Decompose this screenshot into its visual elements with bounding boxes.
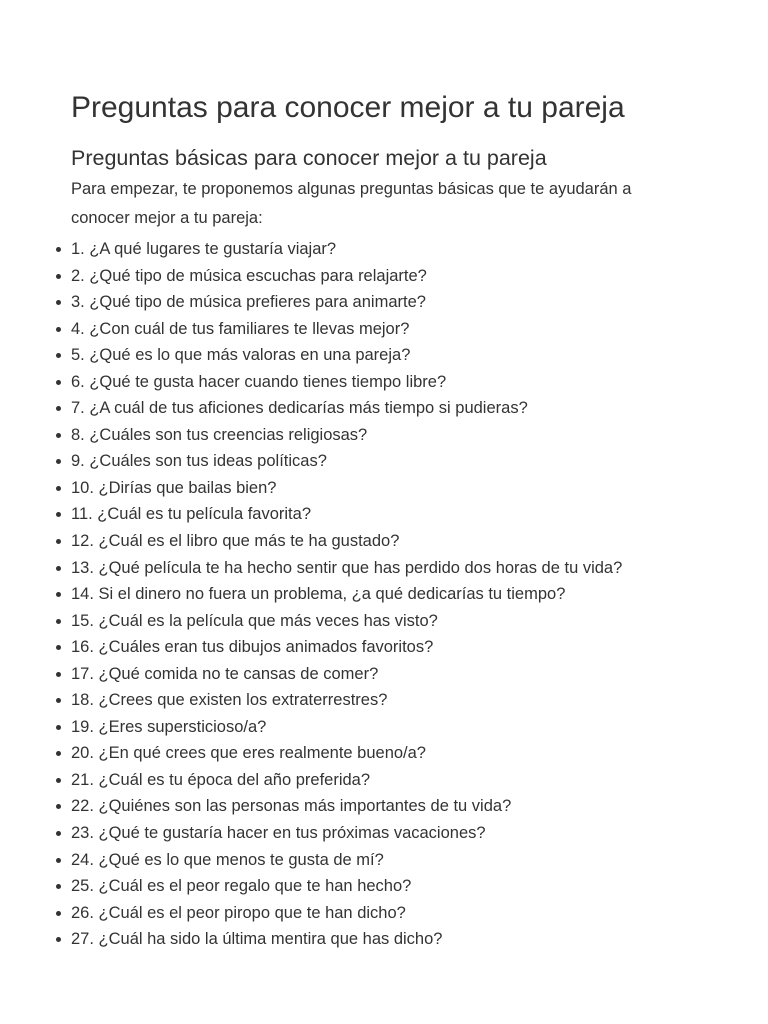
question-text: 23. ¿Qué te gustaría hacer en tus próximas vacaciones? <box>71 824 486 843</box>
question-text: 27. ¿Cuál ha sido la última mentira que has dicho? <box>71 930 443 949</box>
question-item <box>71 581 731 608</box>
question-item <box>71 236 731 263</box>
bullet-icon <box>56 327 61 332</box>
question-item <box>71 342 731 369</box>
bullet-icon <box>56 274 61 279</box>
section-heading: Preguntas básicas para conocer mejor a tu pareja <box>71 146 547 170</box>
bullet-icon <box>56 486 61 491</box>
question-item <box>71 926 731 953</box>
question-text: 11. ¿Cuál es tu película favorita? <box>71 505 311 524</box>
question-item <box>71 289 731 316</box>
question-item <box>71 661 731 688</box>
intro-paragraph: Para empezar, te proponemos algunas preguntas básicas que te ayudarán a conocer mejor a tu pareja: <box>71 180 632 227</box>
question-text: 15. ¿Cuál es la película que más veces has visto? <box>71 611 438 630</box>
question-text: 7. ¿A cuál de tus aficiones dedicarías más tiempo si pudieras? <box>71 399 528 418</box>
bullet-icon <box>56 566 61 571</box>
question-text: 18. ¿Crees que existen los extraterrestres? <box>71 691 388 710</box>
bullet-icon <box>56 619 61 624</box>
question-item <box>71 528 731 555</box>
question-item <box>71 555 731 582</box>
question-text: 20. ¿En qué crees que eres realmente bueno/a? <box>71 744 426 763</box>
question-text: 19. ¿Eres supersticioso/a? <box>71 717 267 736</box>
bullet-icon <box>56 937 61 942</box>
question-item <box>71 740 731 767</box>
question-item <box>71 767 731 794</box>
question-item <box>71 475 731 502</box>
bullet-icon <box>56 831 61 836</box>
question-item <box>71 501 731 528</box>
question-item <box>71 793 731 820</box>
question-text: 16. ¿Cuáles eran tus dibujos animados favoritos? <box>71 638 434 657</box>
bullet-icon <box>56 698 61 703</box>
question-text: 13. ¿Qué película te ha hecho sentir que has perdido dos horas de tu vida? <box>71 558 623 577</box>
question-text: 21. ¿Cuál es tu época del año preferida? <box>71 770 371 789</box>
question-item <box>71 316 731 343</box>
question-text: 17. ¿Qué comida no te cansas de comer? <box>71 664 379 683</box>
bullet-icon <box>56 858 61 863</box>
question-text: 4. ¿Con cuál de tus familiares te llevas mejor? <box>71 319 410 338</box>
question-text: 24. ¿Qué es lo que menos te gusta de mí? <box>71 850 384 869</box>
question-text: 5. ¿Qué es lo que más valoras en una pareja? <box>71 346 411 365</box>
bullet-icon <box>56 645 61 650</box>
bullet-icon <box>56 539 61 544</box>
question-item <box>71 714 731 741</box>
question-text: 1. ¿A qué lugares te gustaría viajar? <box>71 240 337 258</box>
question-text: 2. ¿Qué tipo de música escuchas para relajarte? <box>71 266 427 285</box>
question-item <box>71 873 731 900</box>
question-text: 14. Si el dinero no fuera un problema, ¿a qué dedicarías tu tiempo? <box>71 585 566 604</box>
question-text: 9. ¿Cuáles son tus ideas políticas? <box>71 452 327 471</box>
bullet-icon <box>56 884 61 889</box>
question-item <box>71 820 731 847</box>
question-item <box>71 395 731 422</box>
question-list <box>71 236 731 953</box>
bullet-icon <box>56 459 61 464</box>
question-item <box>71 422 731 449</box>
question-item <box>71 900 731 927</box>
question-text: 6. ¿Qué te gusta hacer cuando tienes tiempo libre? <box>71 372 447 391</box>
question-item <box>71 263 731 290</box>
question-item <box>71 687 731 714</box>
bullet-icon <box>56 672 61 677</box>
question-text: 26. ¿Cuál es el peor piropo que te han dicho? <box>71 903 406 922</box>
question-text: 22. ¿Quiénes son las personas más importantes de tu vida? <box>71 797 512 816</box>
question-item <box>71 608 731 635</box>
question-text: 25. ¿Cuál es el peor regalo que te han hecho? <box>71 877 412 896</box>
bullet-icon <box>56 751 61 756</box>
page-title: Preguntas para conocer mejor a tu pareja <box>71 91 625 124</box>
question-text: 3. ¿Qué tipo de música prefieres para animarte? <box>71 293 426 312</box>
question-text: 10. ¿Dirías que bailas bien? <box>71 478 277 497</box>
bullet-icon <box>56 247 61 252</box>
question-item <box>71 634 731 661</box>
bullet-icon <box>56 512 61 517</box>
bullet-icon <box>56 300 61 305</box>
question-item <box>71 448 731 475</box>
bullet-icon <box>56 592 61 597</box>
question-item <box>71 369 731 396</box>
bullet-icon <box>56 778 61 783</box>
question-text: 8. ¿Cuáles son tus creencias religiosas? <box>71 425 368 444</box>
question-text: 12. ¿Cuál es el libro que más te ha gustado? <box>71 532 400 551</box>
bullet-icon <box>56 804 61 809</box>
bullet-icon <box>56 353 61 358</box>
bullet-icon <box>56 725 61 730</box>
question-item <box>71 847 731 874</box>
bullet-icon <box>56 433 61 438</box>
bullet-icon <box>56 380 61 385</box>
bullet-icon <box>56 911 61 916</box>
bullet-icon <box>56 406 61 411</box>
